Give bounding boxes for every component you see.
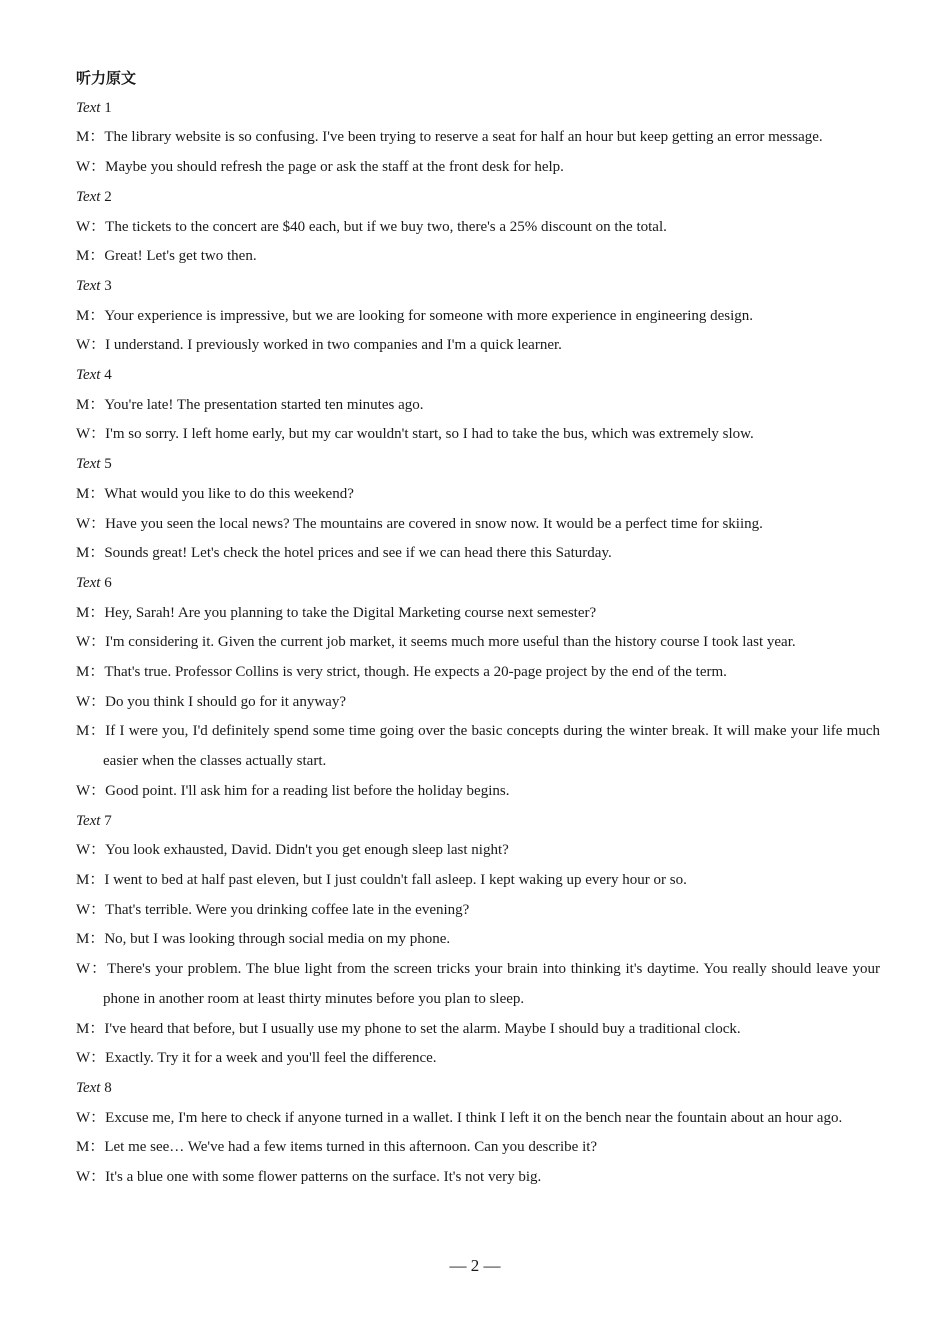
speaker-label: M： bbox=[76, 396, 105, 413]
dialogue-line bbox=[76, 331, 880, 361]
utterance-text: No, but I was looking through social media on my phone. bbox=[104, 931, 451, 948]
speaker-label: M： bbox=[76, 1020, 105, 1037]
speaker-label: W： bbox=[76, 842, 106, 859]
dialogue-line bbox=[76, 688, 880, 718]
dialogue-line bbox=[76, 1133, 880, 1163]
speaker-label: W： bbox=[76, 693, 106, 710]
utterance-text: Let me see… We've had a few items turned in this afternoon. Can you describe it? bbox=[104, 1139, 598, 1156]
utterance-text: I'm so sorry. I left home early, but my car wouldn't start, so I had to take the bus, which was extremely slow. bbox=[105, 426, 754, 443]
dialogue-line bbox=[76, 539, 880, 569]
utterance-text: That's terrible. Were you drinking coffee late in the evening? bbox=[105, 901, 470, 918]
utterance-text: There's your problem. The blue light from the screen tricks your brain into thinking it's daytime. You really should leave your phone in another room at least thirty minutes before you plan to sleep. bbox=[103, 961, 880, 1007]
speaker-label: M： bbox=[76, 248, 105, 265]
utterance-text: Great! Let's get two then. bbox=[104, 248, 257, 265]
transcript-body bbox=[76, 64, 880, 1193]
text-label-word: Text bbox=[76, 1079, 101, 1096]
speaker-label: M： bbox=[76, 871, 105, 888]
speaker-label: W： bbox=[76, 159, 106, 176]
text-label-3 bbox=[76, 272, 880, 302]
utterance-text: What would you like to do this weekend? bbox=[104, 485, 354, 502]
dialogue-line bbox=[76, 836, 880, 866]
dialogue-line bbox=[76, 717, 880, 776]
utterance-text: That's true. Professor Collins is very strict, though. He expects a 20-page project by the end of the term. bbox=[104, 664, 727, 681]
text-label-word: Text bbox=[76, 188, 101, 205]
text-label-5 bbox=[76, 450, 880, 480]
utterance-text: If I were you, I'd definitely spend some time going over the basic concepts during the winter break. It will make your life much easier when the classes actually start. bbox=[103, 723, 880, 770]
text-label-4 bbox=[76, 361, 880, 391]
text-label-number: 5 bbox=[104, 456, 112, 473]
speaker-label: W： bbox=[76, 634, 106, 651]
text-label-word: Text bbox=[76, 456, 101, 473]
dialogue-line bbox=[76, 242, 880, 272]
utterance-text: You look exhausted, David. Didn't you get enough sleep last night? bbox=[105, 842, 509, 859]
text-label-number: 4 bbox=[104, 367, 112, 384]
dialogue-line bbox=[76, 925, 880, 955]
dialogue-line bbox=[76, 1044, 880, 1074]
text-label-word: Text bbox=[76, 99, 101, 116]
speaker-label: M： bbox=[76, 129, 105, 146]
dialogue-line bbox=[76, 391, 880, 421]
utterance-text: It's a blue one with some flower patterns on the surface. It's not very big. bbox=[105, 1169, 542, 1186]
speaker-label: M： bbox=[76, 1139, 105, 1156]
utterance-text: Have you seen the local news? The mountains are covered in snow now. It would be a perfect time for skiing. bbox=[105, 515, 763, 532]
dialogue-line bbox=[76, 1104, 880, 1134]
speaker-label: M： bbox=[76, 604, 105, 621]
utterance-text: The library website is so confusing. I've been trying to reserve a seat for half an hour but keep getting an error message. bbox=[104, 129, 823, 146]
dialogue-line bbox=[76, 1163, 880, 1193]
speaker-label: W： bbox=[76, 218, 106, 235]
dialogue-line bbox=[76, 777, 880, 807]
dialogue-line bbox=[76, 510, 880, 540]
text-label-8 bbox=[76, 1074, 880, 1104]
speaker-label: W： bbox=[76, 337, 106, 354]
dialogue-line bbox=[76, 599, 880, 629]
dialogue-line bbox=[76, 420, 880, 450]
speaker-label: W： bbox=[76, 782, 106, 799]
speaker-label: W： bbox=[76, 1109, 106, 1126]
text-label-number: 1 bbox=[104, 99, 112, 116]
utterance-text: I'm considering it. Given the current job market, it seems much more useful than the history course I took last year. bbox=[105, 634, 796, 651]
section-heading: 听力原文 bbox=[76, 69, 137, 87]
dialogue-line bbox=[76, 302, 880, 332]
utterance-text: Do you think I should go for it anyway? bbox=[105, 693, 346, 710]
speaker-label: M： bbox=[76, 931, 105, 948]
dialogue-line bbox=[76, 213, 880, 243]
speaker-label: W： bbox=[76, 1169, 106, 1186]
utterance-text: Sounds great! Let's check the hotel prices and see if we can head there this Saturday. bbox=[104, 545, 612, 562]
dialogue-line bbox=[76, 896, 880, 926]
dialogue-line bbox=[76, 1015, 880, 1045]
text-label-word: Text bbox=[76, 574, 101, 591]
utterance-text: Your experience is impressive, but we are looking for someone with more experience in engineering design. bbox=[104, 307, 754, 324]
text-label-2 bbox=[76, 183, 880, 213]
text-label-word: Text bbox=[76, 277, 101, 294]
speaker-label: M： bbox=[76, 485, 105, 502]
speaker-label: W： bbox=[76, 426, 106, 443]
speaker-label: W： bbox=[76, 1050, 106, 1067]
dialogue-line bbox=[76, 123, 880, 153]
speaker-label: M： bbox=[76, 723, 106, 740]
utterance-text: I went to bed at half past eleven, but I just couldn't fall asleep. I kept waking up every hour or so. bbox=[104, 871, 687, 888]
dialogue-line bbox=[76, 628, 880, 658]
utterance-text: I've heard that before, but I usually use my phone to set the alarm. Maybe I should buy a traditional clock. bbox=[104, 1020, 741, 1037]
speaker-label: M： bbox=[76, 545, 105, 562]
text-label-6 bbox=[76, 569, 880, 599]
dialogue-line bbox=[76, 658, 880, 688]
speaker-label: W： bbox=[76, 901, 106, 918]
page-number: — 2 — bbox=[449, 1256, 501, 1275]
utterance-text: Maybe you should refresh the page or ask the staff at the front desk for help. bbox=[105, 159, 564, 176]
utterance-text: You're late! The presentation started ten minutes ago. bbox=[104, 396, 424, 413]
speaker-label: W： bbox=[76, 961, 108, 978]
utterance-text: I understand. I previously worked in two companies and I'm a quick learner. bbox=[105, 337, 562, 354]
utterance-text: Exactly. Try it for a week and you'll feel the difference. bbox=[105, 1050, 437, 1067]
dialogue-line bbox=[76, 866, 880, 896]
utterance-text: Excuse me, I'm here to check if anyone turned in a wallet. I think I left it on the bench near the fountain about an hour ago. bbox=[105, 1109, 843, 1126]
speaker-label: M： bbox=[76, 307, 105, 324]
speaker-label: M： bbox=[76, 664, 105, 681]
text-label-number: 6 bbox=[104, 574, 112, 591]
dialogue-line bbox=[76, 955, 880, 1014]
text-label-number: 8 bbox=[104, 1079, 112, 1096]
text-label-word: Text bbox=[76, 812, 101, 829]
text-label-number: 3 bbox=[104, 277, 112, 294]
speaker-label: W： bbox=[76, 515, 106, 532]
dialogue-line bbox=[76, 480, 880, 510]
utterance-text: Good point. I'll ask him for a reading list before the holiday begins. bbox=[105, 782, 510, 799]
dialogue-line bbox=[76, 153, 880, 183]
utterance-text: Hey, Sarah! Are you planning to take the Digital Marketing course next semester? bbox=[104, 604, 597, 621]
text-label-1 bbox=[76, 94, 880, 124]
utterance-text: The tickets to the concert are $40 each, but if we buy two, there's a 25% discount on the total. bbox=[105, 218, 667, 235]
text-label-7 bbox=[76, 807, 880, 837]
text-label-number: 2 bbox=[104, 188, 112, 205]
text-label-word: Text bbox=[76, 367, 101, 384]
text-label-number: 7 bbox=[104, 812, 112, 829]
